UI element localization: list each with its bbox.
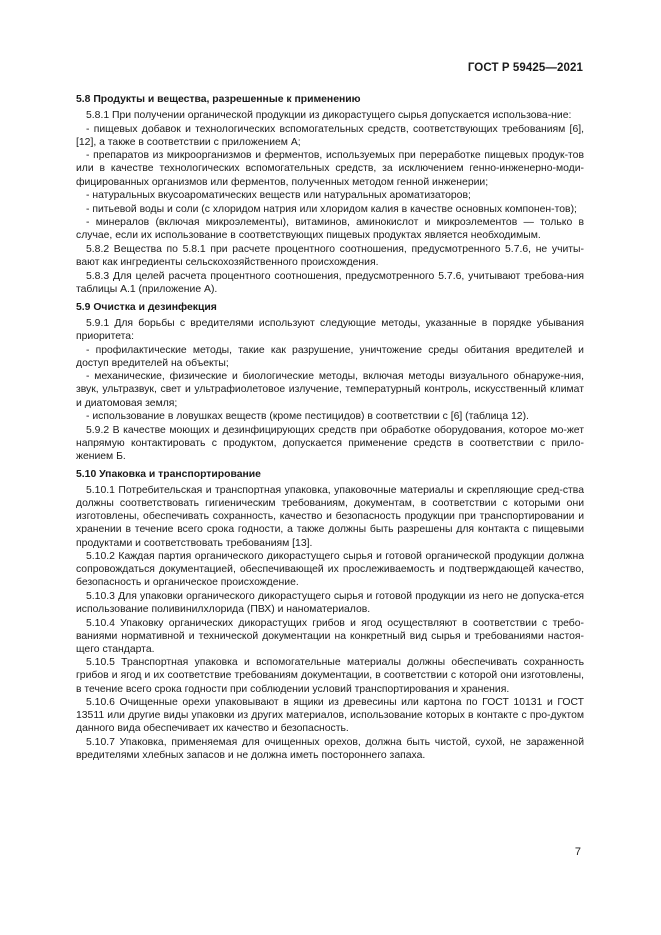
section-heading: 5.9 Очистка и дезинфекция bbox=[76, 301, 217, 313]
paragraph: 5.10.3 Для упаковки органического дикорастущего сырья и готовой продукции из него не допуска-ется использование поливинилхлорида (ПВХ) и наноматериалов. bbox=[76, 590, 584, 615]
page-number: 7 bbox=[574, 846, 581, 858]
paragraph: 5.9.1 Для борьбы с вредителями используют следующие методы, указанные в порядке убывания приоритета: bbox=[76, 318, 584, 343]
paragraph: 5.8.3 Для целей расчета процентного соотношения, предусмотренного 5.7.6, учитывают требова-ния таблицы А.1 (приложение А). bbox=[76, 270, 584, 295]
paragraph: - профилактические методы, такие как разрушение, уничтожение среды обитания вредителей и доступ вредителей на объекты; bbox=[76, 344, 584, 369]
paragraph: - натуральных вкусоароматических веществ или натуральных ароматизаторов; bbox=[86, 190, 471, 202]
paragraph: 5.8.1 При получении органической продукции из дикорастущего сырья допускается использова-ние: bbox=[86, 110, 572, 122]
paragraph: 5.10.5 Транспортная упаковка и вспомогательные материалы должны обеспечивать сохранность грибов и ягод и их соответствие требованиям документации, в соответствии с которой они изготовлены, в течение всего срока годности при соблюдении условий транспортирования и хранения. bbox=[76, 657, 584, 695]
paragraph: - механические, физические и биологические методы, включая методы визуального обнаруже-ния, звук, ультразвук, свет и ультрафиолетовое излучение, температурный контроль, искусственный климат и диатомовая земля; bbox=[76, 371, 584, 409]
paragraph: 5.10.2 Каждая партия органического дикорастущего сырья и готовой органической продукции должна сопровождаться документацией, обеспечивающей их прослеживаемость и подтверждающей качество, безопасность и органическое происхождение. bbox=[76, 551, 584, 589]
paragraph: 5.8.2 Вещества по 5.8.1 при расчете процентного соотношения, предусмотренного 5.7.6, не учиты-вают как ингредиенты сельскохозяйственного происхождения. bbox=[76, 244, 584, 269]
document-body bbox=[76, 93, 584, 763]
document-code-header: ГОСТ Р 59425—2021 bbox=[467, 62, 583, 74]
paragraph: - пищевых добавок и технологических вспомогательных средств, соответствующих требованиям [6], [12], а также в соответствии с приложением А; bbox=[76, 123, 584, 148]
section-heading: 5.8 Продукты и вещества, разрешенные к применению bbox=[76, 94, 361, 105]
paragraph: - минералов (включая микроэлементы), витаминов, аминокислот и микроэлементов — только в случае, если их использование в соответствующих пищевых продуктах является необходимым. bbox=[76, 217, 584, 242]
paragraph: 5.10.4 Упаковку органических дикорастущих грибов и ягод осуществляют в соответствии с требо-ваниями нормативной и технической документации на конкретный вид сырья и требованиями настоя-щего стандарта. bbox=[76, 617, 584, 655]
paragraph: 5.9.2 В качестве моющих и дезинфицирующих средств при обработке оборудования, которое мо-жет напрямую контактировать с продуктом, допускается применение средств в соответствии с прило-жением Б. bbox=[76, 424, 584, 462]
paragraph: - использование в ловушках веществ (кроме пестицидов) в соответствии с [6] (таблица 12). bbox=[86, 411, 529, 423]
paragraph: 5.10.1 Потребительская и транспортная упаковка, упаковочные материалы и скрепляющие сред-ства должны соответствовать гигиеническим требованиям, документам, в соответствии с которыми они изготовлены, обеспечивать сохранность, качество и безопасность продукции при транспортировании и хранении в течение всего срока годности, а также должны быть разрешены для контакта с пищевыми продуктами и соответствовать требованиям [13]. bbox=[76, 485, 584, 549]
paragraph: 5.10.7 Упаковка, применяемая для очищенных орехов, должна быть чистой, сухой, не зараженной вредителями хлебных запасов и не должна иметь постороннего запаха. bbox=[76, 736, 584, 761]
section-heading: 5.10 Упаковка и транспортирование bbox=[76, 469, 261, 481]
paragraph: 5.10.6 Очищенные орехи упаковывают в ящики из древесины или картона по ГОСТ 10131 и ГОСТ 13511 или другие виды упаковки из других материалов, использование которых в контакте с про-дуктом данного вида обеспечивает их качество и безопасность. bbox=[76, 697, 584, 735]
paragraph: - питьевой воды и соли (с хлоридом натрия или хлоридом калия в качестве основных компонен-тов); bbox=[86, 203, 577, 215]
paragraph: - препаратов из микроорганизмов и ферментов, используемых при переработке пищевых продук-тов или в качестве технологических вспомогательных средств, за исключением генно-инженерно-моди-фицированных организмов или ферментов, полученных методом генной инженерии; bbox=[76, 150, 584, 188]
